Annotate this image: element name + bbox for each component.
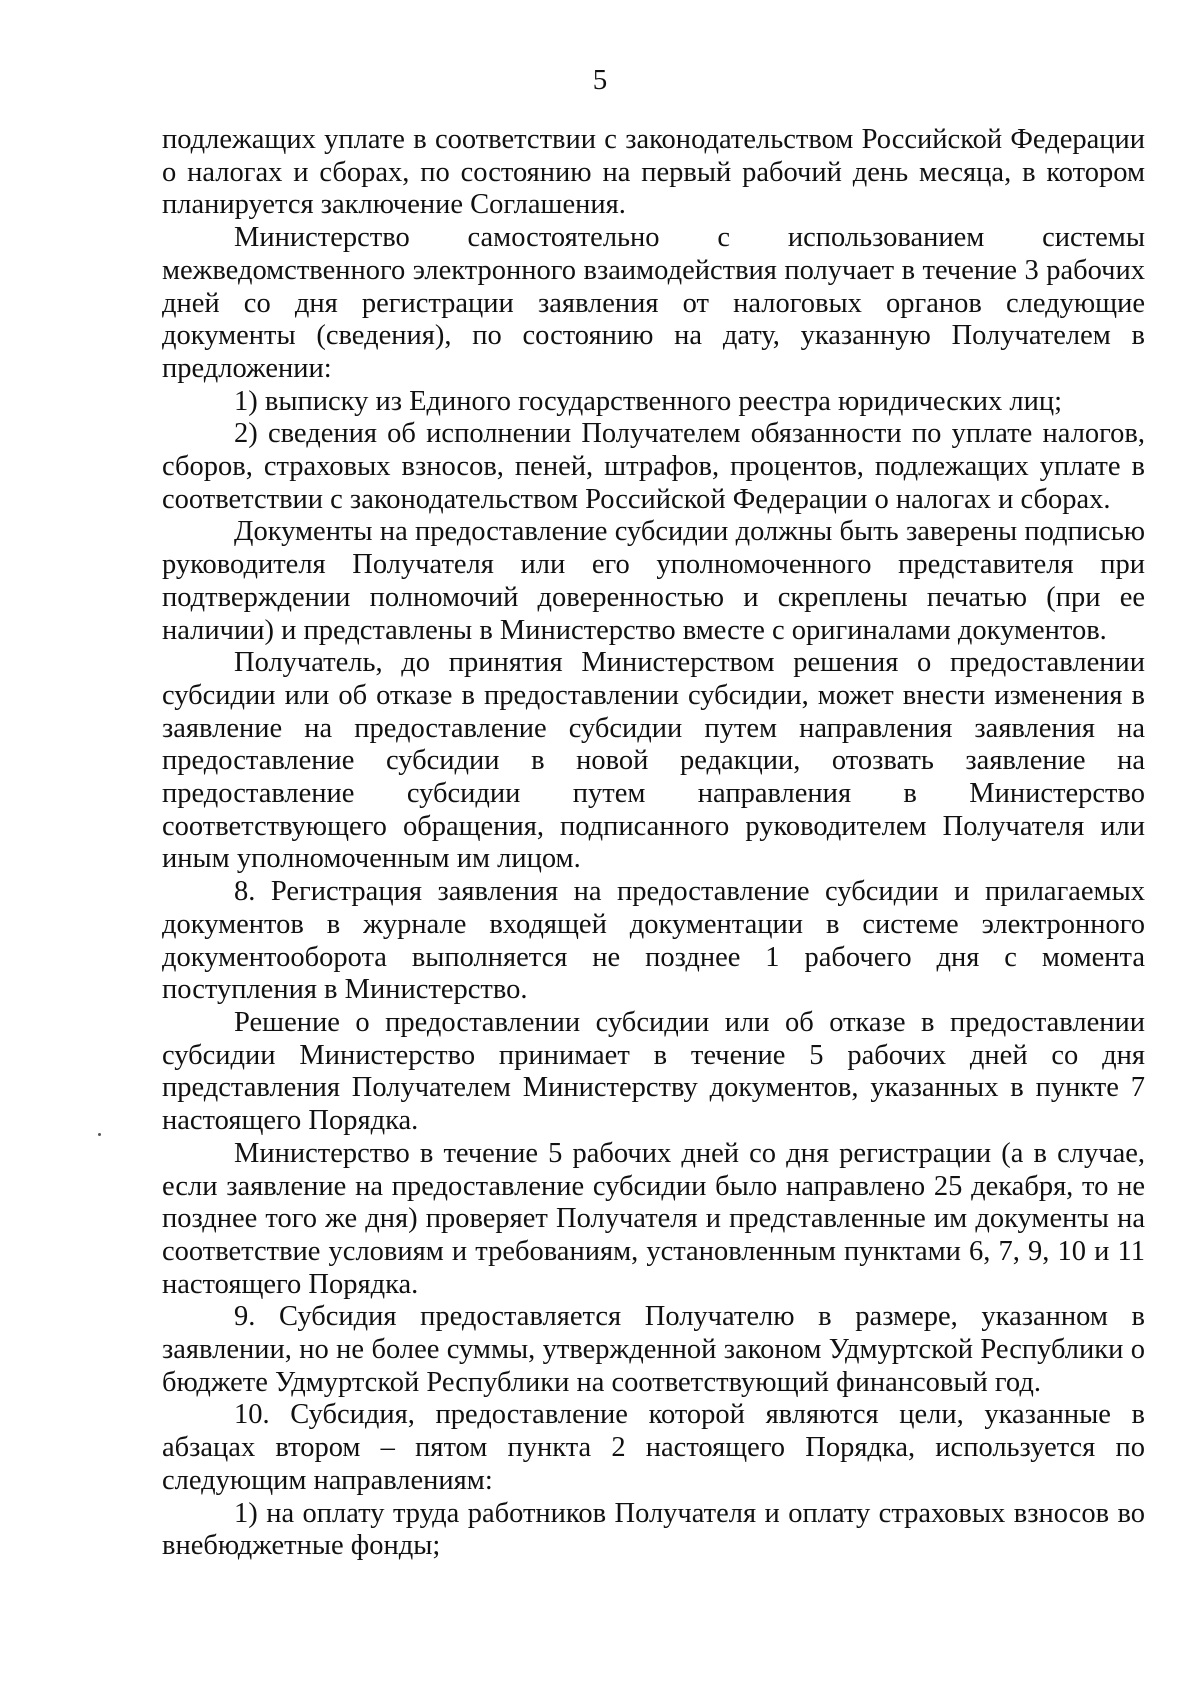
paragraph: Решение о предоставлении субсидии или об отказе в предоставлении субсидии Министерство принимает в течение 5 рабочих дней со дня представления Получателем Министерству документов, указанных в пункте 7 настоящего Порядка. <box>162 1006 1145 1137</box>
list-item: 1) выписку из Единого государственного реестра юридических лиц; <box>234 385 1063 417</box>
paragraph: Министерство самостоятельно с использованием системы межведомственного электронного взаимодействия получает в течение 3 рабочих дней со дня регистрации заявления от налоговых органов следующие документы (сведения), по состоянию на дату, указанную Получателем в предложении: <box>162 222 1145 384</box>
page-number: 5 <box>592 64 608 96</box>
paragraph: Министерство в течение 5 рабочих дней со дня регистрации (а в случае, если заявление на предоставление субсидии было направлено 25 декабря, то не позднее того же дня) проверяет Получателя и представленные им документы на соответствие условиям и требованиям, установленным пунктами 6, 7, 9, 10 и 11 настоящего Порядка. <box>162 1137 1145 1300</box>
paragraph: 8. Регистрация заявления на предоставление субсидии и прилагаемых документов в журнале входящей документации в системе электронного документооборота выполняется не позднее 1 рабочего дня с момента поступления в Министерство. <box>162 876 1145 1006</box>
paragraph: 10. Субсидия, предоставление которой являются цели, указанные в абзацах втором – пятом пункта 2 настоящего Порядка, используется по следующим направлениям: <box>162 1399 1145 1496</box>
paragraph: Документы на предоставление субсидии должны быть заверены подписью руководителя Получателя или его уполномоченного представителя при подтверждении полномочий доверенностью и скреплены печатью (при ее наличии) и представлены в Министерство вместе с оригиналами документов. <box>162 516 1145 646</box>
paragraph: 9. Субсидия предоставляется Получателю в размере, указанном в заявлении, но не более суммы, утвержденной законом Удмуртской Республики о бюджете Удмуртской Республики на соответствующий финансовый год. <box>162 1301 1145 1398</box>
scan-mark <box>98 1133 101 1136</box>
document-body <box>162 124 1145 1563</box>
list-item: 2) сведения об исполнении Получателем обязанности по уплате налогов, сборов, страховых взносов, пеней, штрафов, процентов, подлежащих уплате в соответствии с законодательством Российской Федерации о налогах и сборах. <box>162 418 1145 515</box>
paragraph: подлежащих уплате в соответствии с законодательством Российской Федерации о налогах и сборах, по состоянию на первый рабочий день месяца, в котором планируется заключение Соглашения. <box>162 124 1145 221</box>
list-item: 1) на оплату труда работников Получателя и оплату страховых взносов во внебюджетные фонды; <box>162 1497 1145 1562</box>
paragraph: Получатель, до принятия Министерством решения о предоставлении субсидии или об отказе в предоставлении субсидии, может внести изменения в заявление на предоставление субсидии путем направления заявления на предоставление субсидии в новой редакции, отозвать заявление на предоставление субсидии путем направления в Министерство соответствующего обращения, подписанного руководителем Получателя или иным уполномоченным им лицом. <box>162 647 1145 875</box>
